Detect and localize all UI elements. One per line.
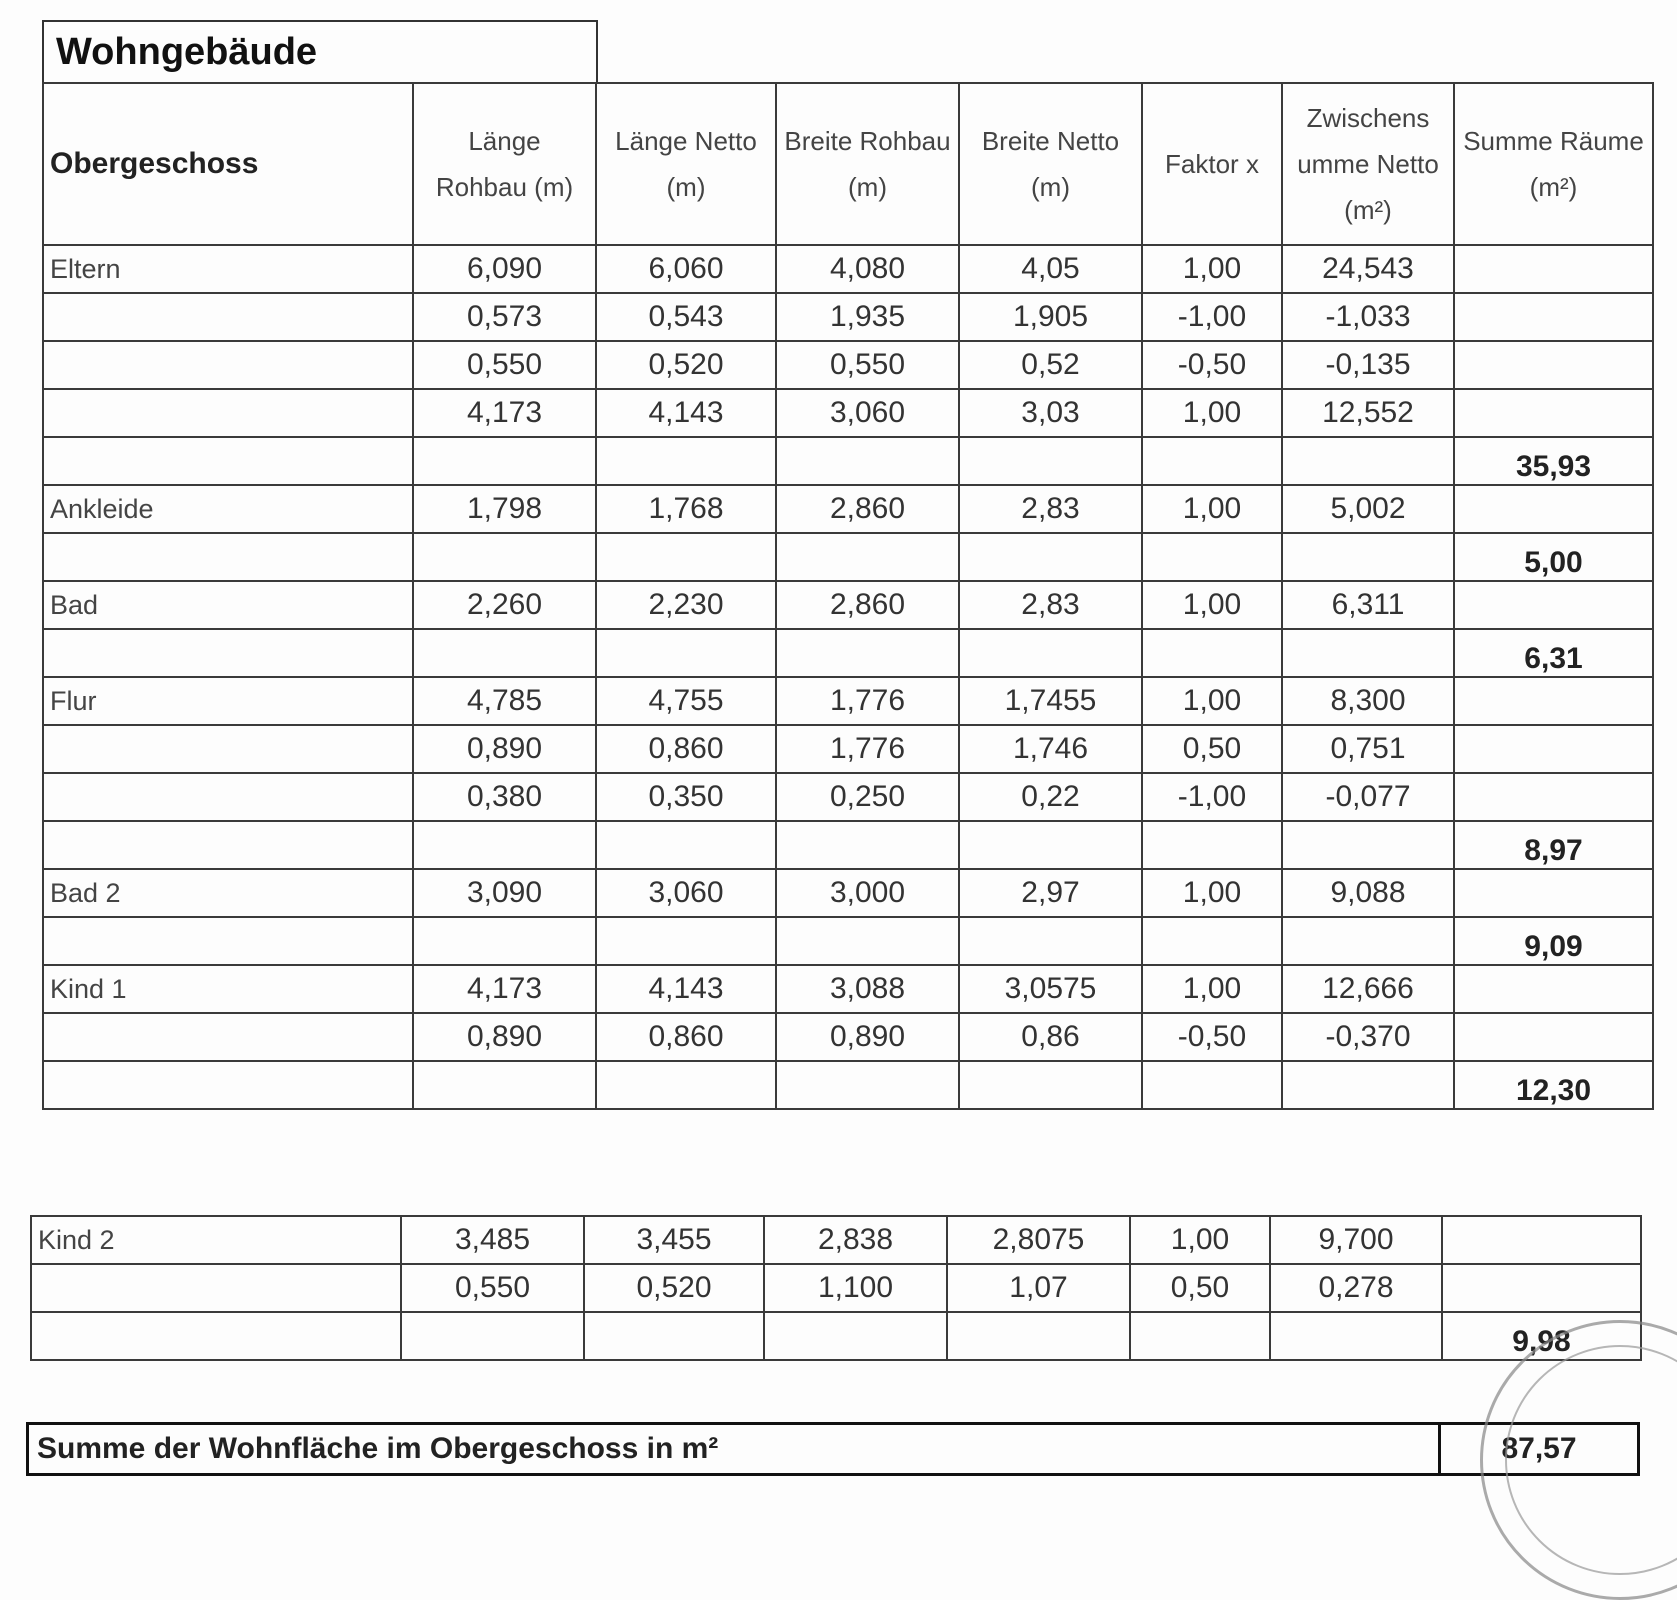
cell-breite-netto: 1,7455 bbox=[959, 677, 1142, 725]
cell-laenge-netto bbox=[596, 1061, 776, 1109]
cell-summe-raeume bbox=[1442, 1264, 1641, 1312]
cell-laenge-netto: 3,060 bbox=[596, 869, 776, 917]
cell-summe-raeume bbox=[1454, 677, 1653, 725]
cell-breite-rohbau: 2,860 bbox=[776, 485, 959, 533]
cell-laenge-rohbau: 1,798 bbox=[413, 485, 596, 533]
cell-zwischensumme bbox=[1282, 917, 1454, 965]
room-label bbox=[43, 389, 413, 437]
cell-laenge-netto bbox=[596, 629, 776, 677]
cell-laenge-rohbau bbox=[413, 1061, 596, 1109]
cell-faktor bbox=[1142, 821, 1282, 869]
cell-faktor: 1,00 bbox=[1142, 677, 1282, 725]
cell-summe-raeume: 9,98 bbox=[1442, 1312, 1641, 1360]
room-label bbox=[43, 821, 413, 869]
cell-zwischensumme: 6,311 bbox=[1282, 581, 1454, 629]
room-label: Kind 2 bbox=[31, 1216, 401, 1264]
table-row bbox=[43, 725, 1653, 773]
cell-breite-rohbau bbox=[776, 533, 959, 581]
header-summe-raeume: Summe Räume (m²) bbox=[1454, 83, 1653, 245]
table-row bbox=[43, 773, 1653, 821]
cell-zwischensumme: 24,543 bbox=[1282, 245, 1454, 293]
room-label bbox=[43, 725, 413, 773]
cell-summe-raeume bbox=[1454, 725, 1653, 773]
cell-summe-raeume: 12,30 bbox=[1454, 1061, 1653, 1109]
cell-faktor: 1,00 bbox=[1142, 965, 1282, 1013]
cell-zwischensumme: 0,278 bbox=[1270, 1264, 1442, 1312]
room-label bbox=[43, 293, 413, 341]
room-label bbox=[43, 341, 413, 389]
cell-zwischensumme bbox=[1282, 437, 1454, 485]
cell-faktor: 1,00 bbox=[1130, 1216, 1270, 1264]
cell-laenge-netto: 0,860 bbox=[596, 1013, 776, 1061]
cell-breite-rohbau: 2,838 bbox=[764, 1216, 947, 1264]
cell-faktor: 0,50 bbox=[1142, 725, 1282, 773]
cell-zwischensumme: -1,033 bbox=[1282, 293, 1454, 341]
cell-breite-rohbau: 0,250 bbox=[776, 773, 959, 821]
table-row bbox=[31, 1264, 1641, 1312]
cell-breite-netto: 0,22 bbox=[959, 773, 1142, 821]
cell-laenge-netto: 4,143 bbox=[596, 389, 776, 437]
cell-breite-netto: 0,86 bbox=[959, 1013, 1142, 1061]
cell-zwischensumme bbox=[1282, 821, 1454, 869]
cell-breite-netto: 2,97 bbox=[959, 869, 1142, 917]
room-label: Eltern bbox=[43, 245, 413, 293]
cell-zwischensumme bbox=[1282, 629, 1454, 677]
cell-breite-netto bbox=[959, 821, 1142, 869]
table-row bbox=[31, 1312, 1641, 1360]
cell-breite-netto bbox=[959, 437, 1142, 485]
cell-breite-rohbau: 1,776 bbox=[776, 725, 959, 773]
cell-faktor: 1,00 bbox=[1142, 245, 1282, 293]
table-row bbox=[43, 389, 1653, 437]
room-label bbox=[43, 1013, 413, 1061]
room-label: Bad bbox=[43, 581, 413, 629]
cell-faktor bbox=[1142, 1061, 1282, 1109]
table-row bbox=[43, 869, 1653, 917]
cell-laenge-netto: 2,230 bbox=[596, 581, 776, 629]
total-value: 87,57 bbox=[1501, 1432, 1577, 1465]
cell-zwischensumme: 0,751 bbox=[1282, 725, 1454, 773]
cell-laenge-netto: 0,860 bbox=[596, 725, 776, 773]
cell-breite-netto bbox=[959, 629, 1142, 677]
room-label: Flur bbox=[43, 677, 413, 725]
cell-laenge-rohbau bbox=[401, 1312, 584, 1360]
cell-breite-rohbau: 4,080 bbox=[776, 245, 959, 293]
cell-zwischensumme bbox=[1270, 1312, 1442, 1360]
table-row bbox=[43, 629, 1653, 677]
cell-laenge-netto bbox=[596, 917, 776, 965]
cell-summe-raeume bbox=[1454, 869, 1653, 917]
table-row bbox=[43, 1013, 1653, 1061]
cell-faktor: -1,00 bbox=[1142, 773, 1282, 821]
cell-summe-raeume bbox=[1454, 1013, 1653, 1061]
total-label: Summe der Wohnfläche im Obergeschoss in m² bbox=[29, 1425, 1441, 1473]
cell-laenge-rohbau: 4,785 bbox=[413, 677, 596, 725]
cell-breite-rohbau: 0,550 bbox=[776, 341, 959, 389]
cell-breite-rohbau: 3,088 bbox=[776, 965, 959, 1013]
cell-laenge-rohbau bbox=[413, 821, 596, 869]
cell-summe-raeume bbox=[1454, 341, 1653, 389]
cell-breite-netto: 4,05 bbox=[959, 245, 1142, 293]
cell-laenge-rohbau: 3,090 bbox=[413, 869, 596, 917]
header-laenge-netto: Länge Netto (m) bbox=[596, 83, 776, 245]
cell-breite-rohbau bbox=[776, 1061, 959, 1109]
cell-faktor: -0,50 bbox=[1142, 341, 1282, 389]
cell-laenge-netto: 4,143 bbox=[596, 965, 776, 1013]
cell-summe-raeume: 5,00 bbox=[1454, 533, 1653, 581]
cell-breite-netto bbox=[947, 1312, 1130, 1360]
cell-zwischensumme bbox=[1282, 1061, 1454, 1109]
cell-breite-rohbau: 0,890 bbox=[776, 1013, 959, 1061]
cell-breite-rohbau bbox=[776, 437, 959, 485]
cell-laenge-netto: 0,520 bbox=[584, 1264, 764, 1312]
table-row bbox=[43, 821, 1653, 869]
cell-breite-rohbau bbox=[776, 629, 959, 677]
table-row bbox=[43, 293, 1653, 341]
cell-laenge-netto: 0,350 bbox=[596, 773, 776, 821]
table-row bbox=[43, 677, 1653, 725]
table-row bbox=[43, 437, 1653, 485]
document-title: Wohngebäude bbox=[42, 20, 598, 82]
cell-breite-netto: 1,746 bbox=[959, 725, 1142, 773]
room-label bbox=[43, 533, 413, 581]
cell-breite-rohbau bbox=[776, 821, 959, 869]
cell-faktor: 1,00 bbox=[1142, 869, 1282, 917]
cell-faktor bbox=[1142, 917, 1282, 965]
cell-laenge-netto: 0,543 bbox=[596, 293, 776, 341]
room-label bbox=[43, 437, 413, 485]
header-breite-rohbau: Breite Rohbau (m) bbox=[776, 83, 959, 245]
cell-summe-raeume bbox=[1454, 293, 1653, 341]
cell-summe-raeume bbox=[1442, 1216, 1641, 1264]
room-area-table-continued bbox=[30, 1215, 1642, 1361]
cell-summe-raeume: 9,09 bbox=[1454, 917, 1653, 965]
cell-laenge-netto bbox=[596, 821, 776, 869]
cell-faktor: 0,50 bbox=[1130, 1264, 1270, 1312]
cell-breite-netto bbox=[959, 917, 1142, 965]
cell-breite-netto: 2,8075 bbox=[947, 1216, 1130, 1264]
table-row bbox=[43, 581, 1653, 629]
cell-laenge-rohbau: 2,260 bbox=[413, 581, 596, 629]
cell-faktor bbox=[1130, 1312, 1270, 1360]
cell-breite-netto: 2,83 bbox=[959, 581, 1142, 629]
table-row bbox=[43, 245, 1653, 293]
table-row bbox=[43, 1061, 1653, 1109]
cell-faktor: 1,00 bbox=[1142, 581, 1282, 629]
cell-breite-rohbau: 3,060 bbox=[776, 389, 959, 437]
cell-laenge-netto: 6,060 bbox=[596, 245, 776, 293]
table-row bbox=[43, 533, 1653, 581]
cell-faktor bbox=[1142, 629, 1282, 677]
table-header-row bbox=[43, 83, 1653, 245]
cell-faktor: -0,50 bbox=[1142, 1013, 1282, 1061]
cell-laenge-rohbau: 0,380 bbox=[413, 773, 596, 821]
cell-summe-raeume: 35,93 bbox=[1454, 437, 1653, 485]
room-label bbox=[31, 1312, 401, 1360]
cell-summe-raeume bbox=[1454, 485, 1653, 533]
cell-breite-netto bbox=[959, 533, 1142, 581]
room-label bbox=[43, 917, 413, 965]
table-row bbox=[43, 965, 1653, 1013]
cell-summe-raeume bbox=[1454, 245, 1653, 293]
total-row bbox=[26, 1422, 1640, 1476]
cell-breite-netto bbox=[959, 1061, 1142, 1109]
cell-breite-netto: 3,03 bbox=[959, 389, 1142, 437]
header-zwischensumme: Zwischens umme Netto (m²) bbox=[1282, 83, 1454, 245]
cell-breite-netto: 2,83 bbox=[959, 485, 1142, 533]
table-row bbox=[31, 1216, 1641, 1264]
cell-summe-raeume bbox=[1454, 965, 1653, 1013]
cell-laenge-rohbau: 3,485 bbox=[401, 1216, 584, 1264]
cell-breite-netto: 3,0575 bbox=[959, 965, 1142, 1013]
cell-summe-raeume: 8,97 bbox=[1454, 821, 1653, 869]
cell-laenge-rohbau: 0,890 bbox=[413, 725, 596, 773]
cell-laenge-rohbau: 0,550 bbox=[413, 341, 596, 389]
header-laenge-rohbau: Länge Rohbau (m) bbox=[413, 83, 596, 245]
cell-breite-rohbau: 1,100 bbox=[764, 1264, 947, 1312]
cell-laenge-rohbau: 6,090 bbox=[413, 245, 596, 293]
cell-laenge-netto: 0,520 bbox=[596, 341, 776, 389]
cell-breite-rohbau: 2,860 bbox=[776, 581, 959, 629]
cell-summe-raeume bbox=[1454, 773, 1653, 821]
cell-laenge-netto: 3,455 bbox=[584, 1216, 764, 1264]
cell-laenge-rohbau: 0,550 bbox=[401, 1264, 584, 1312]
cell-zwischensumme: 5,002 bbox=[1282, 485, 1454, 533]
header-faktor: Faktor x bbox=[1142, 83, 1282, 245]
cell-faktor: 1,00 bbox=[1142, 389, 1282, 437]
cell-laenge-netto bbox=[596, 437, 776, 485]
cell-laenge-rohbau: 0,890 bbox=[413, 1013, 596, 1061]
cell-zwischensumme: -0,135 bbox=[1282, 341, 1454, 389]
cell-summe-raeume bbox=[1454, 389, 1653, 437]
header-breite-netto: Breite Netto (m) bbox=[959, 83, 1142, 245]
cell-faktor bbox=[1142, 437, 1282, 485]
table-row bbox=[43, 917, 1653, 965]
room-label bbox=[43, 773, 413, 821]
cell-faktor: 1,00 bbox=[1142, 485, 1282, 533]
cell-breite-rohbau bbox=[776, 917, 959, 965]
cell-breite-netto: 0,52 bbox=[959, 341, 1142, 389]
room-label bbox=[43, 629, 413, 677]
cell-laenge-rohbau: 0,573 bbox=[413, 293, 596, 341]
cell-faktor: -1,00 bbox=[1142, 293, 1282, 341]
room-label bbox=[31, 1264, 401, 1312]
cell-laenge-netto: 4,755 bbox=[596, 677, 776, 725]
cell-laenge-rohbau: 4,173 bbox=[413, 389, 596, 437]
cell-zwischensumme: 12,666 bbox=[1282, 965, 1454, 1013]
cell-zwischensumme: 12,552 bbox=[1282, 389, 1454, 437]
cell-summe-raeume bbox=[1454, 581, 1653, 629]
room-label: Kind 1 bbox=[43, 965, 413, 1013]
cell-laenge-netto: 1,768 bbox=[596, 485, 776, 533]
cell-breite-netto: 1,07 bbox=[947, 1264, 1130, 1312]
cell-zwischensumme bbox=[1282, 533, 1454, 581]
cell-laenge-rohbau bbox=[413, 629, 596, 677]
table-row bbox=[43, 485, 1653, 533]
floor-label: Obergeschoss bbox=[43, 83, 413, 245]
room-label: Ankleide bbox=[43, 485, 413, 533]
cell-laenge-netto bbox=[584, 1312, 764, 1360]
cell-laenge-rohbau bbox=[413, 533, 596, 581]
cell-zwischensumme: 9,700 bbox=[1270, 1216, 1442, 1264]
cell-faktor bbox=[1142, 533, 1282, 581]
cell-zwischensumme: 8,300 bbox=[1282, 677, 1454, 725]
cell-laenge-netto bbox=[596, 533, 776, 581]
cell-laenge-rohbau bbox=[413, 437, 596, 485]
cell-breite-rohbau: 1,935 bbox=[776, 293, 959, 341]
room-area-table bbox=[42, 82, 1654, 1110]
cell-breite-rohbau bbox=[764, 1312, 947, 1360]
cell-breite-netto: 1,905 bbox=[959, 293, 1142, 341]
room-label: Bad 2 bbox=[43, 869, 413, 917]
cell-zwischensumme: -0,370 bbox=[1282, 1013, 1454, 1061]
cell-laenge-rohbau bbox=[413, 917, 596, 965]
cell-laenge-rohbau: 4,173 bbox=[413, 965, 596, 1013]
cell-zwischensumme: 9,088 bbox=[1282, 869, 1454, 917]
room-label bbox=[43, 1061, 413, 1109]
cell-summe-raeume: 6,31 bbox=[1454, 629, 1653, 677]
table-row bbox=[43, 341, 1653, 389]
cell-breite-rohbau: 1,776 bbox=[776, 677, 959, 725]
cell-zwischensumme: -0,077 bbox=[1282, 773, 1454, 821]
cell-breite-rohbau: 3,000 bbox=[776, 869, 959, 917]
